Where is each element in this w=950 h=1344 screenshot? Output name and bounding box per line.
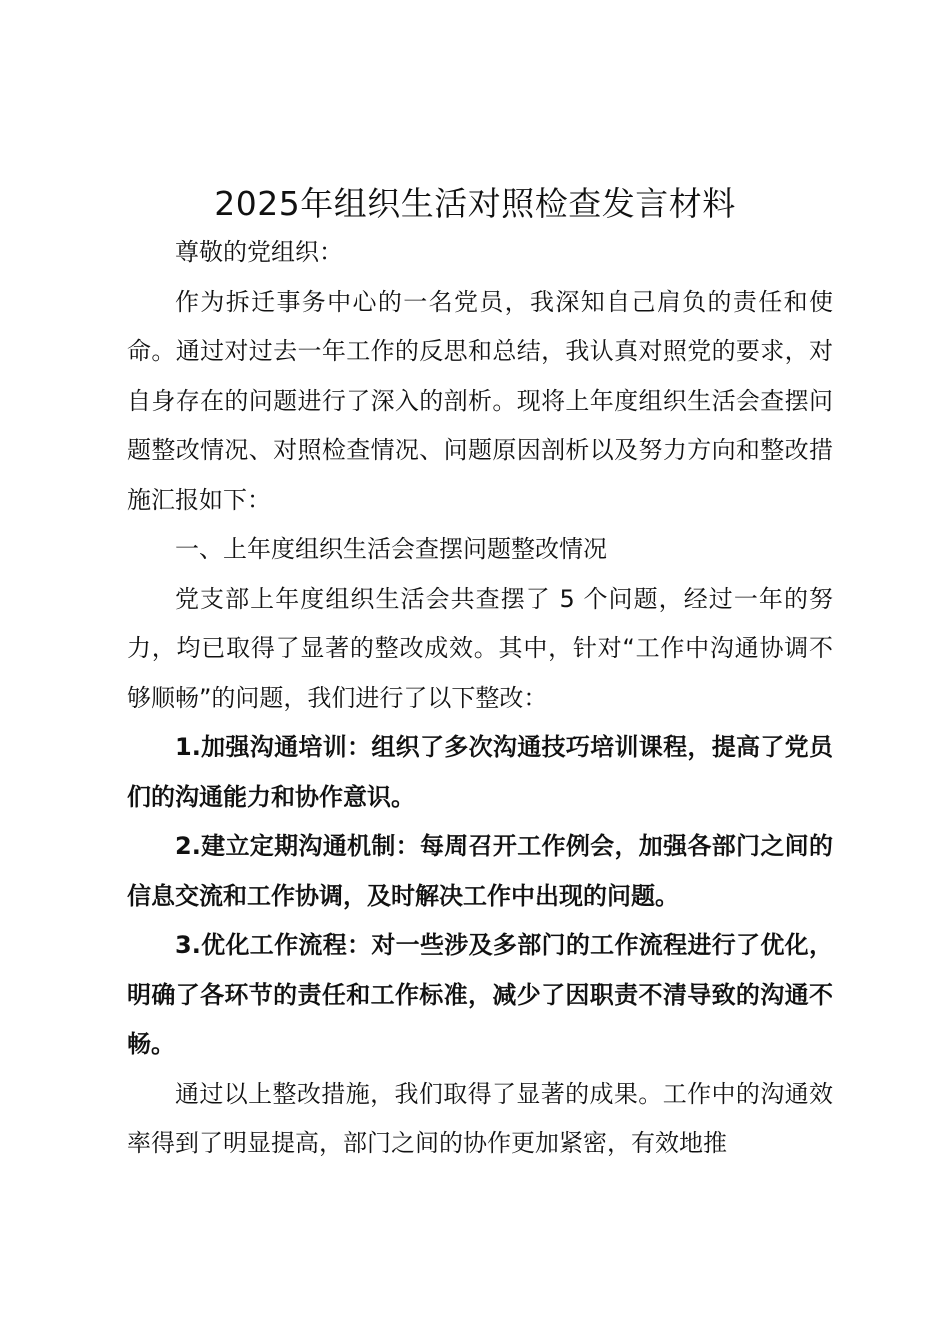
measure-item-1: 1.加强沟通培训：组织了多次沟通技巧培训课程，提高了党员们的沟通能力和协作意识。 [127, 733, 833, 811]
measure-item-3: 3.优化工作流程：对一些涉及多部门的工作流程进行了优化，明确了各环节的责任和工作标准，减少了因职责不清导致的沟通不畅。 [127, 931, 833, 1058]
salutation: 尊敬的党组织： [175, 238, 343, 266]
document-body [127, 228, 833, 1169]
document-title: 2025年组织生活对照检查发言材料 [214, 184, 736, 223]
measure-item-2: 2.建立定期沟通机制：每周召开工作例会，加强各部门之间的信息交流和工作协调，及时解决工作中出现的问题。 [127, 832, 833, 910]
section-heading: 一、上年度组织生活会查摆问题整改情况 [175, 535, 607, 563]
intro-paragraph: 作为拆迁事务中心的一名党员，我深知自己肩负的责任和使命。通过对过去一年工作的反思和总结，我认真对照党的要求，对自身存在的问题进行了深入的剖析。现将上年度组织生活会查摆问题整改情况、对照检查情况、问题原因剖析以及努力方向和整改措施汇报如下： [127, 287, 833, 514]
result-paragraph: 通过以上整改措施，我们取得了显著的成果。工作中的沟通效率得到了明显提高，部门之间的协作更加紧密，有效地推 [127, 1079, 833, 1157]
section-intro-paragraph: 党支部上年度组织生活会共查摆了 5 个问题，经过一年的努力，均已取得了显著的整改成效。其中，针对“工作中沟通协调不够顺畅”的问题，我们进行了以下整改： [127, 584, 833, 712]
